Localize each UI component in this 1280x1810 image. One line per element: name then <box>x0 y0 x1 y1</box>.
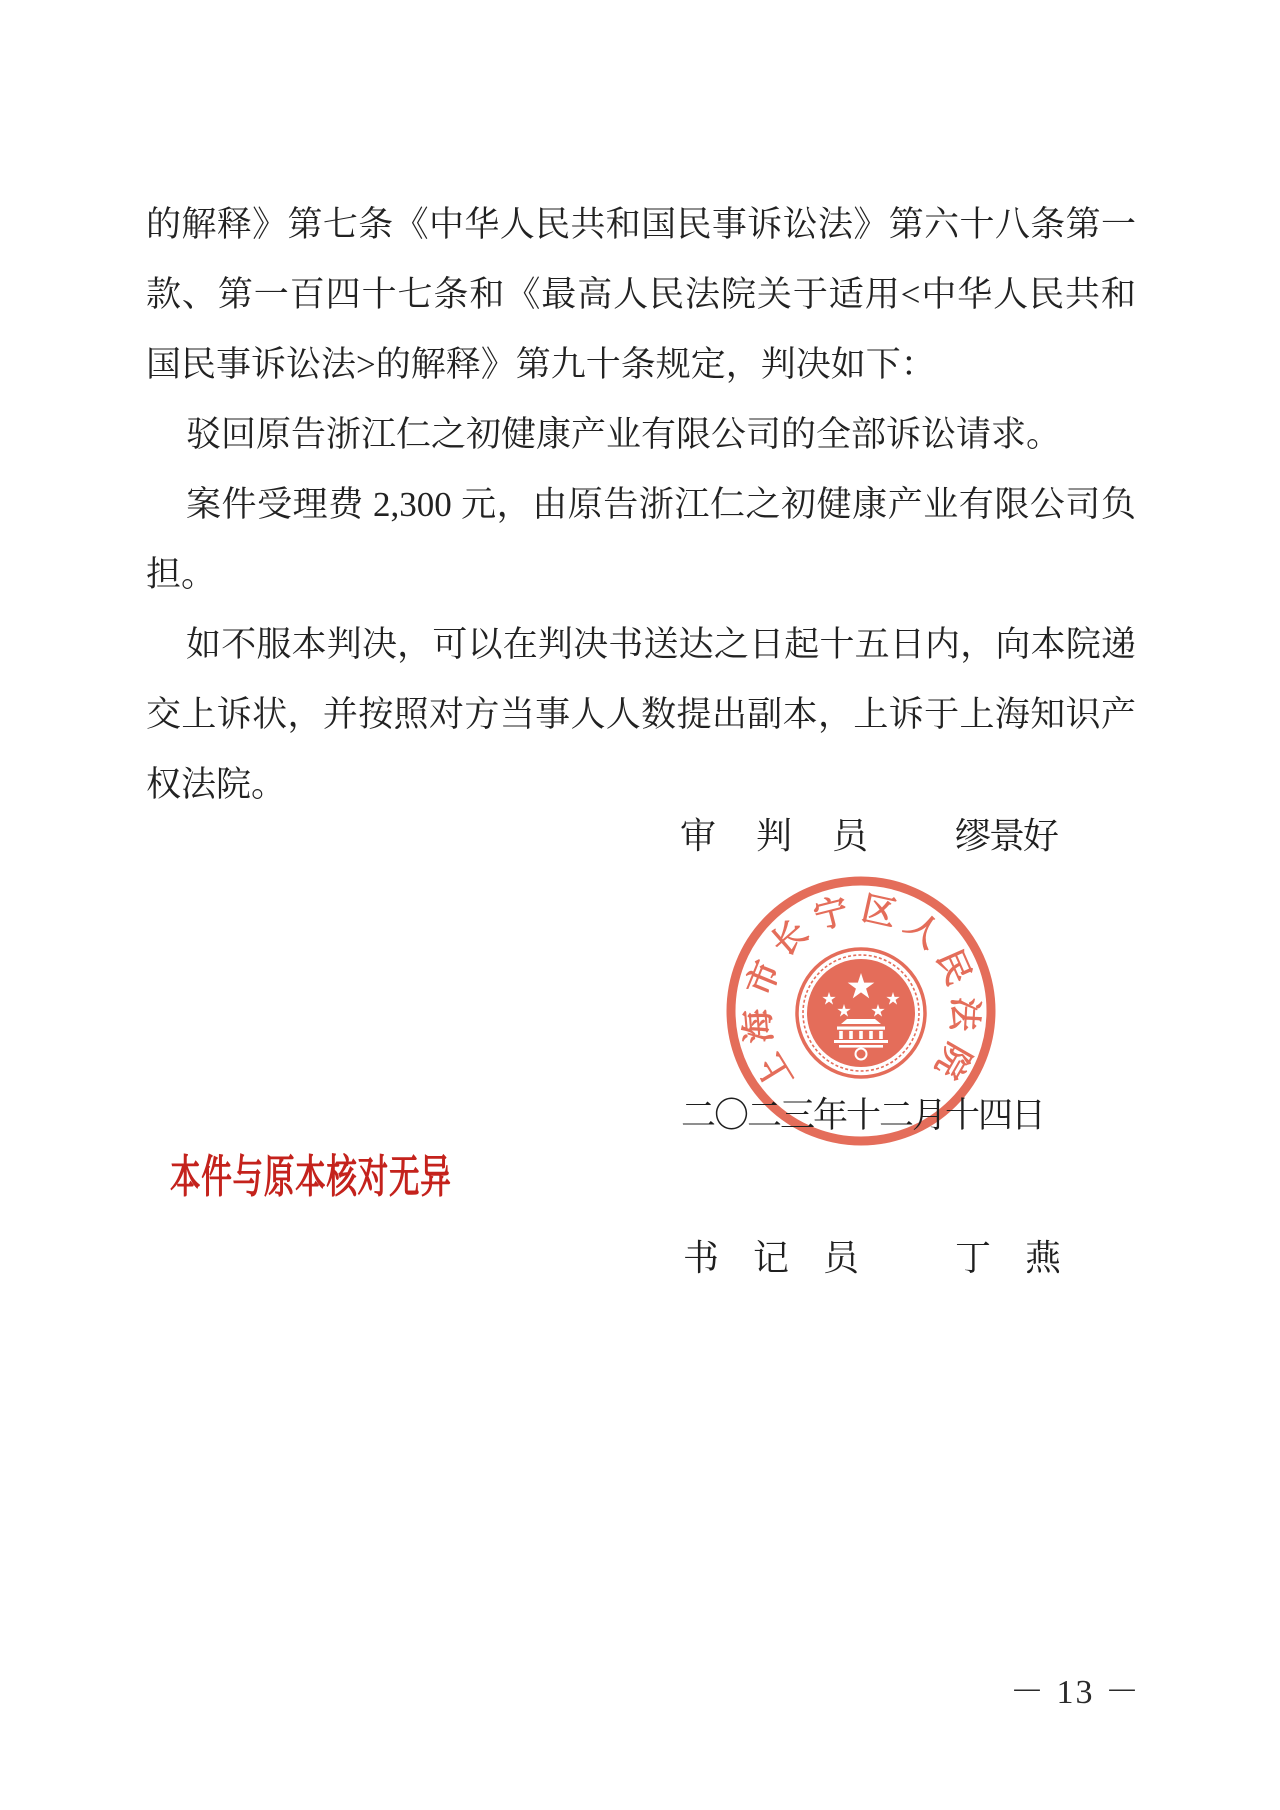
page-number: － 13 － <box>1010 1674 1141 1711</box>
judgment-date: 二〇二三年十二月十四日 <box>681 1096 1045 1135</box>
seal-court-name: 上海市长宁区人民法院 <box>738 890 983 1095</box>
national-emblem-icon <box>797 949 925 1077</box>
judge-title-label: 审 判 员 <box>680 816 871 856</box>
clerk-title-label: 书 记 员 <box>683 1238 859 1278</box>
verification-stamp-text: 本件与原本核对无异 <box>170 1152 452 1202</box>
paragraph-ruling-basis: 的解释》第七条《中华人民共和国民事诉讼法》第六十八条第一款、第一百四十七条和《最高人民法院关于适用<中华人民共和国民事诉讼法>的解释》第九十条规定，判决如下： <box>146 205 1136 384</box>
paragraph-ruling: 驳回原告浙江仁之初健康产业有限公司的全部诉讼请求。 <box>186 415 1062 454</box>
judgment-body <box>146 190 1136 820</box>
paragraph-court-fee: 案件受理费 2,300 元，由原告浙江仁之初健康产业有限公司负担。 <box>146 485 1136 594</box>
clerk-name: 丁 燕 <box>955 1238 1061 1278</box>
judge-name: 缪景好 <box>955 816 1058 856</box>
paragraph-appeal-rights: 如不服本判决，可以在判决书送达之日起十五日内，向本院递交上诉状，并按照对方当事人人数提出副本，上诉于上海知识产权法院。 <box>146 625 1136 804</box>
